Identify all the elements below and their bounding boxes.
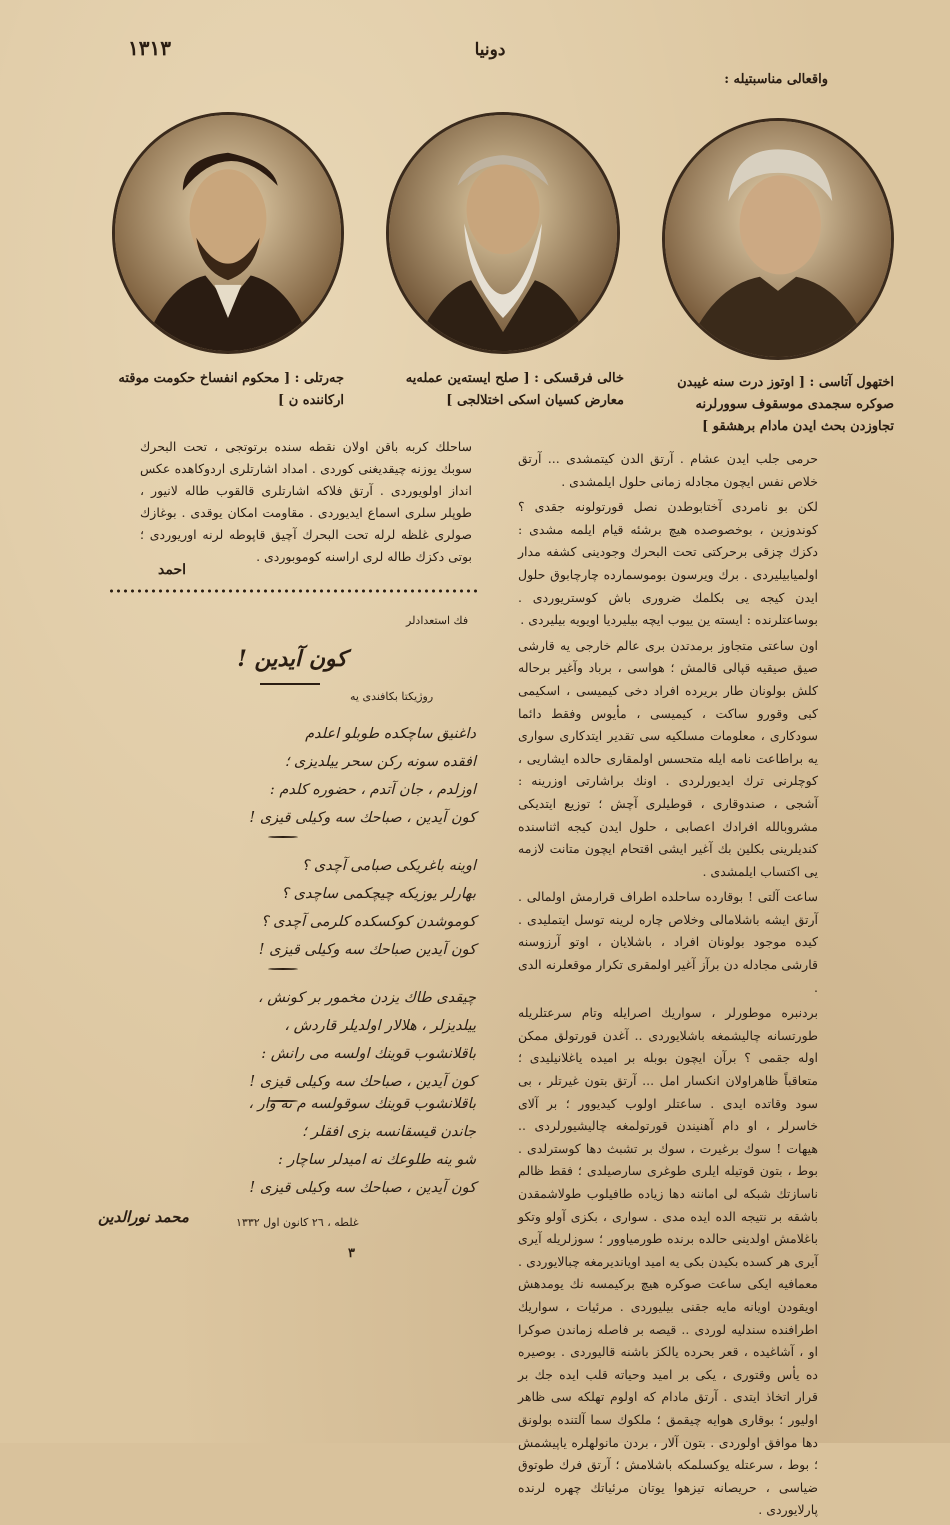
verse-line: كوموشدن كوكسكده كلرمی آچدی ؟ bbox=[260, 914, 476, 930]
poem-dedication: روژیكتا بكافندی یه bbox=[350, 690, 434, 703]
middle-portrait-caption: خالی فرقسکی : [ صلح ایسته‌ین عمله‌یه معارض کسیان اسکی اختلالجی ] bbox=[405, 371, 624, 408]
stanza-2 bbox=[136, 852, 476, 964]
verse-line: اوینه باغریكی صبامی آچدی ؟ bbox=[301, 858, 476, 874]
left-column-prose: ساحلك كربه باقن اولان نقطه سنده برتوتجی ، تحت البحرك سوبك یوزنه چیقدیغنی كوردی . امداد اشارتلری اردوكاهده عكس انداز اولویوردی . آرتق فلاكه اشارتلری قالقوب طاله لانیور ، طوپلر سلری اسماع ایدیوردی . مقاومت امكان یوقدی . بوغازك صولری غلظه لرله تحت البحرك آچیق قاپوطه لرنه اوریوردی ؛ بوتی دكزك طاله لری اراسنه كوموبوردی . bbox=[140, 439, 472, 564]
article-paragraph: اون ساعتی متجاوز برمدتدن بری عالم خارجی یه قارشی صیق صیقیه قپالی قالمش ؛ هواسی ، برباد وآغیر برحاله كلش بولونان طار بریرده افراد دخی كیمیسی ، اسكیمی كبی وقورو ساكت ، كیمیسی ، مأیوس وفقط دائما سودكاری ، معلومات مسلكیه سی تقدیر ایتدكاری سواری یه براطاعت نامه ایله متحسس اولمقاری حالده ایشاریی ، كوچلرنی ترك ایدیورلردی . اونك براشارتی اوزرینه : آشجی ، صندوقاری ، قوطیلری آچش ؛ توزیع ایتدیكی مشروبالله افرادك اعصابی ، حلول ایدن كیجه اثناسنده كندیلرینی بكلین بك آغیر ایشی اقتحام ایچون متانت لازمه یی اكتساب ایلمشدی . bbox=[518, 637, 818, 879]
right-column-article bbox=[518, 448, 818, 1525]
prose-signature: احمد bbox=[158, 562, 186, 578]
verse-line: باقلانشوب قوینك اولسه می رانش : bbox=[261, 1046, 476, 1062]
page-number: ١٣١٣ bbox=[128, 36, 171, 60]
stanza-separator bbox=[268, 968, 298, 970]
verse-line: كون آیدین صباحك سه وكیلی قیزی ! bbox=[258, 942, 476, 958]
article-paragraph: لكن بو نامردی آختابوطدن نصل قورتولونه جقدی ؟ كوندوزین ، بوخصوصده هیچ برشئه قیام ایلمه مشدی : دكزك چزقی برحركتی تحت البحرك وجودینی كشفه مدار اولمیابیلیردی . برك ویرسون بوموسمارده چارچابوق حلول ایدن كیجه یی بكلمك ضروری باش كوستریوردی . بوساعتلرنده : ایسته ین ییوب ایچه بیلیردیا اویویه بیلیردی . bbox=[518, 499, 818, 628]
bearded-man-portrait-image bbox=[389, 115, 617, 351]
verse-line: داغنیق ساچكده طوبلو اعلدم bbox=[305, 726, 476, 742]
dotted-separator bbox=[108, 588, 480, 594]
article-paragraph: حرمی جلب ایدن عشام . آرتق الدن كیتمشدی ... آرتق خلاص نفس ایچون مجادله زمانی حلول ایلمشدی . bbox=[518, 451, 818, 489]
woman-portrait-image bbox=[665, 121, 891, 357]
stanza-4 bbox=[136, 1090, 476, 1202]
stanza-1 bbox=[136, 720, 476, 832]
verse-line: كون آیدین ، صباحك سه وكیلی قیزی ! bbox=[249, 1074, 476, 1090]
verse-line: اوزلدم ، جان آتدم ، حضوره كلدم : bbox=[269, 782, 476, 798]
article-paragraph: بردنبره موطورلر ، سواریك اصرایله وتام سرعتلریله طورتسانه چالیشمغه باشلایوردی .. آغدن قورتولق ممكن اوله جقمی ؟ برآن ایچون بوبله بر امیده یاغلانیلیدی ؛ متعاقباً ظاهراولان انكسار امل ... آرتق بتون غیرتلر ، بی سود وقاتده ایدی . ساعتلر اولوب كیدیوور ؛ بر آلای خاسرلر ، او دام آهنیندن قورتولمغه چالیشیورلردی .. هیهات ! سوك برغیرت ، سوك بر تشبث دها كوسترلدی . بوط ، بتون قوتیله ایلری طوغری سارصیلدی ؛ فقط ظالم ناسازتك شبكه لی اماننه دها زیاده طافیلوب طولاشمقدن باشقه بر نتیجه الده ایده مدی . سواری ، بكزی آولو وتكو باغلامش اولدینی حالده برنده طورمیاوور ؛ سوزلریله آیری آیری هر كسده بكیدن بكی یه امید اویاندیرمغه چبالایوردی . معمافیه ایكی ساعت صوكره هیچ بركیمسه نك یومدهش اویقودن اویانه مایه جقنی بیلیوردی . مرئیات ، سواریك اطرافنده سندلیه لوردی .. قیصه بر فاصله زماندن صوكرا او ، آشاغیده ، قعر بحرده یالكز باشنه قالیوردی . بوصیره ده یأس وقتوری ، یكی بر امید وحیاته قلب ایده جك بر قرار اتخاذ ایتدی . آرتق مادام كه اولوم تهلكه سی ظاهر اولیور ؛ بوقاری هوایه چیقمق ؛ ملكوك سما آلتنده بولونق دها موافق اولوردی . بتون آلار ، بردن مانولهلره یاپیشمش ؛ بوط ، سرعتله یوكسلمكه باشلامش ؛ آرتق فرك طوتوق ضیاسی ، حریصانه تیزهوا یوتان مرئیاتك چهره لرنده پارلایوردی . bbox=[518, 1005, 818, 1518]
stanza-separator bbox=[268, 836, 298, 838]
section-heading: واقعالی مناسبتیله : bbox=[724, 72, 828, 87]
poem-dateline: غلطه ، ٢٦ كانون اول ١٣٣٢ bbox=[236, 1216, 359, 1229]
left-portrait-caption: جه‌رتلی : [ محکوم انفساخ حکومت موقته ارکاننده ن ] bbox=[118, 371, 344, 408]
verse-line: بهارلر یوزیكه چیچكمی ساچدی ؟ bbox=[281, 886, 476, 902]
footer-mark: ٣ bbox=[348, 1246, 355, 1261]
stanza-3 bbox=[136, 984, 476, 1096]
poem-title: كون آیدین ! bbox=[237, 646, 347, 672]
verse-line: كون آیدین ، صباحك سه وكیلی قیزی ! bbox=[249, 1180, 476, 1196]
verse-line: شو ینه طلوعك نه امیدلر ساچار : bbox=[277, 1152, 476, 1168]
right-portrait-caption: اختهول آتاسی : [ اوتوز درت سنه غیبدن صوکره سجمدی موسقوف سوورلرنه تجاوزدن بحث ایدن مادام برهشقو ] bbox=[677, 375, 894, 434]
verse-line: باقلانشوب قوینك سوقولسه م نه وار ، bbox=[248, 1096, 476, 1112]
middle-portrait bbox=[386, 112, 620, 354]
man-portrait-image bbox=[115, 115, 341, 351]
poem-signature: محمد نورالدین bbox=[98, 1208, 189, 1226]
verse-line: چیقدی طاك یزدن مخمور بر كونش ، bbox=[258, 990, 476, 1006]
verse-line: كون آیدین ، صباحك سه وكیلی قیزی ! bbox=[249, 810, 476, 826]
verse-line: افقده سونه ركن سحر ییلدیزی ؛ bbox=[284, 754, 476, 770]
poem-series-label: فك استعدادلر bbox=[406, 614, 469, 627]
masthead: دونیا bbox=[474, 40, 506, 60]
left-portrait bbox=[112, 112, 344, 354]
article-paragraph: ساعت آلتی ! بوقارده ساحلده اطراف قرارمش اولمالی . آرتق ایشه باشلامالی وخلاص چاره لرینه توسل ایتملیدی . كیده موجود بولونان افراد ، باشلایان ، اوتو آرزوسنه قارشی مجادله دن برآز آغیر اولمقری تكرار موقعلرنه الدی . bbox=[518, 889, 818, 995]
title-rule bbox=[260, 683, 320, 685]
verse-line: جاندن قیسقانسه بزی افقلر ؛ bbox=[302, 1124, 476, 1140]
verse-line: ییلدیزلر ، هلالار اولدیلر قاردش ، bbox=[284, 1018, 476, 1034]
right-portrait bbox=[662, 118, 894, 360]
